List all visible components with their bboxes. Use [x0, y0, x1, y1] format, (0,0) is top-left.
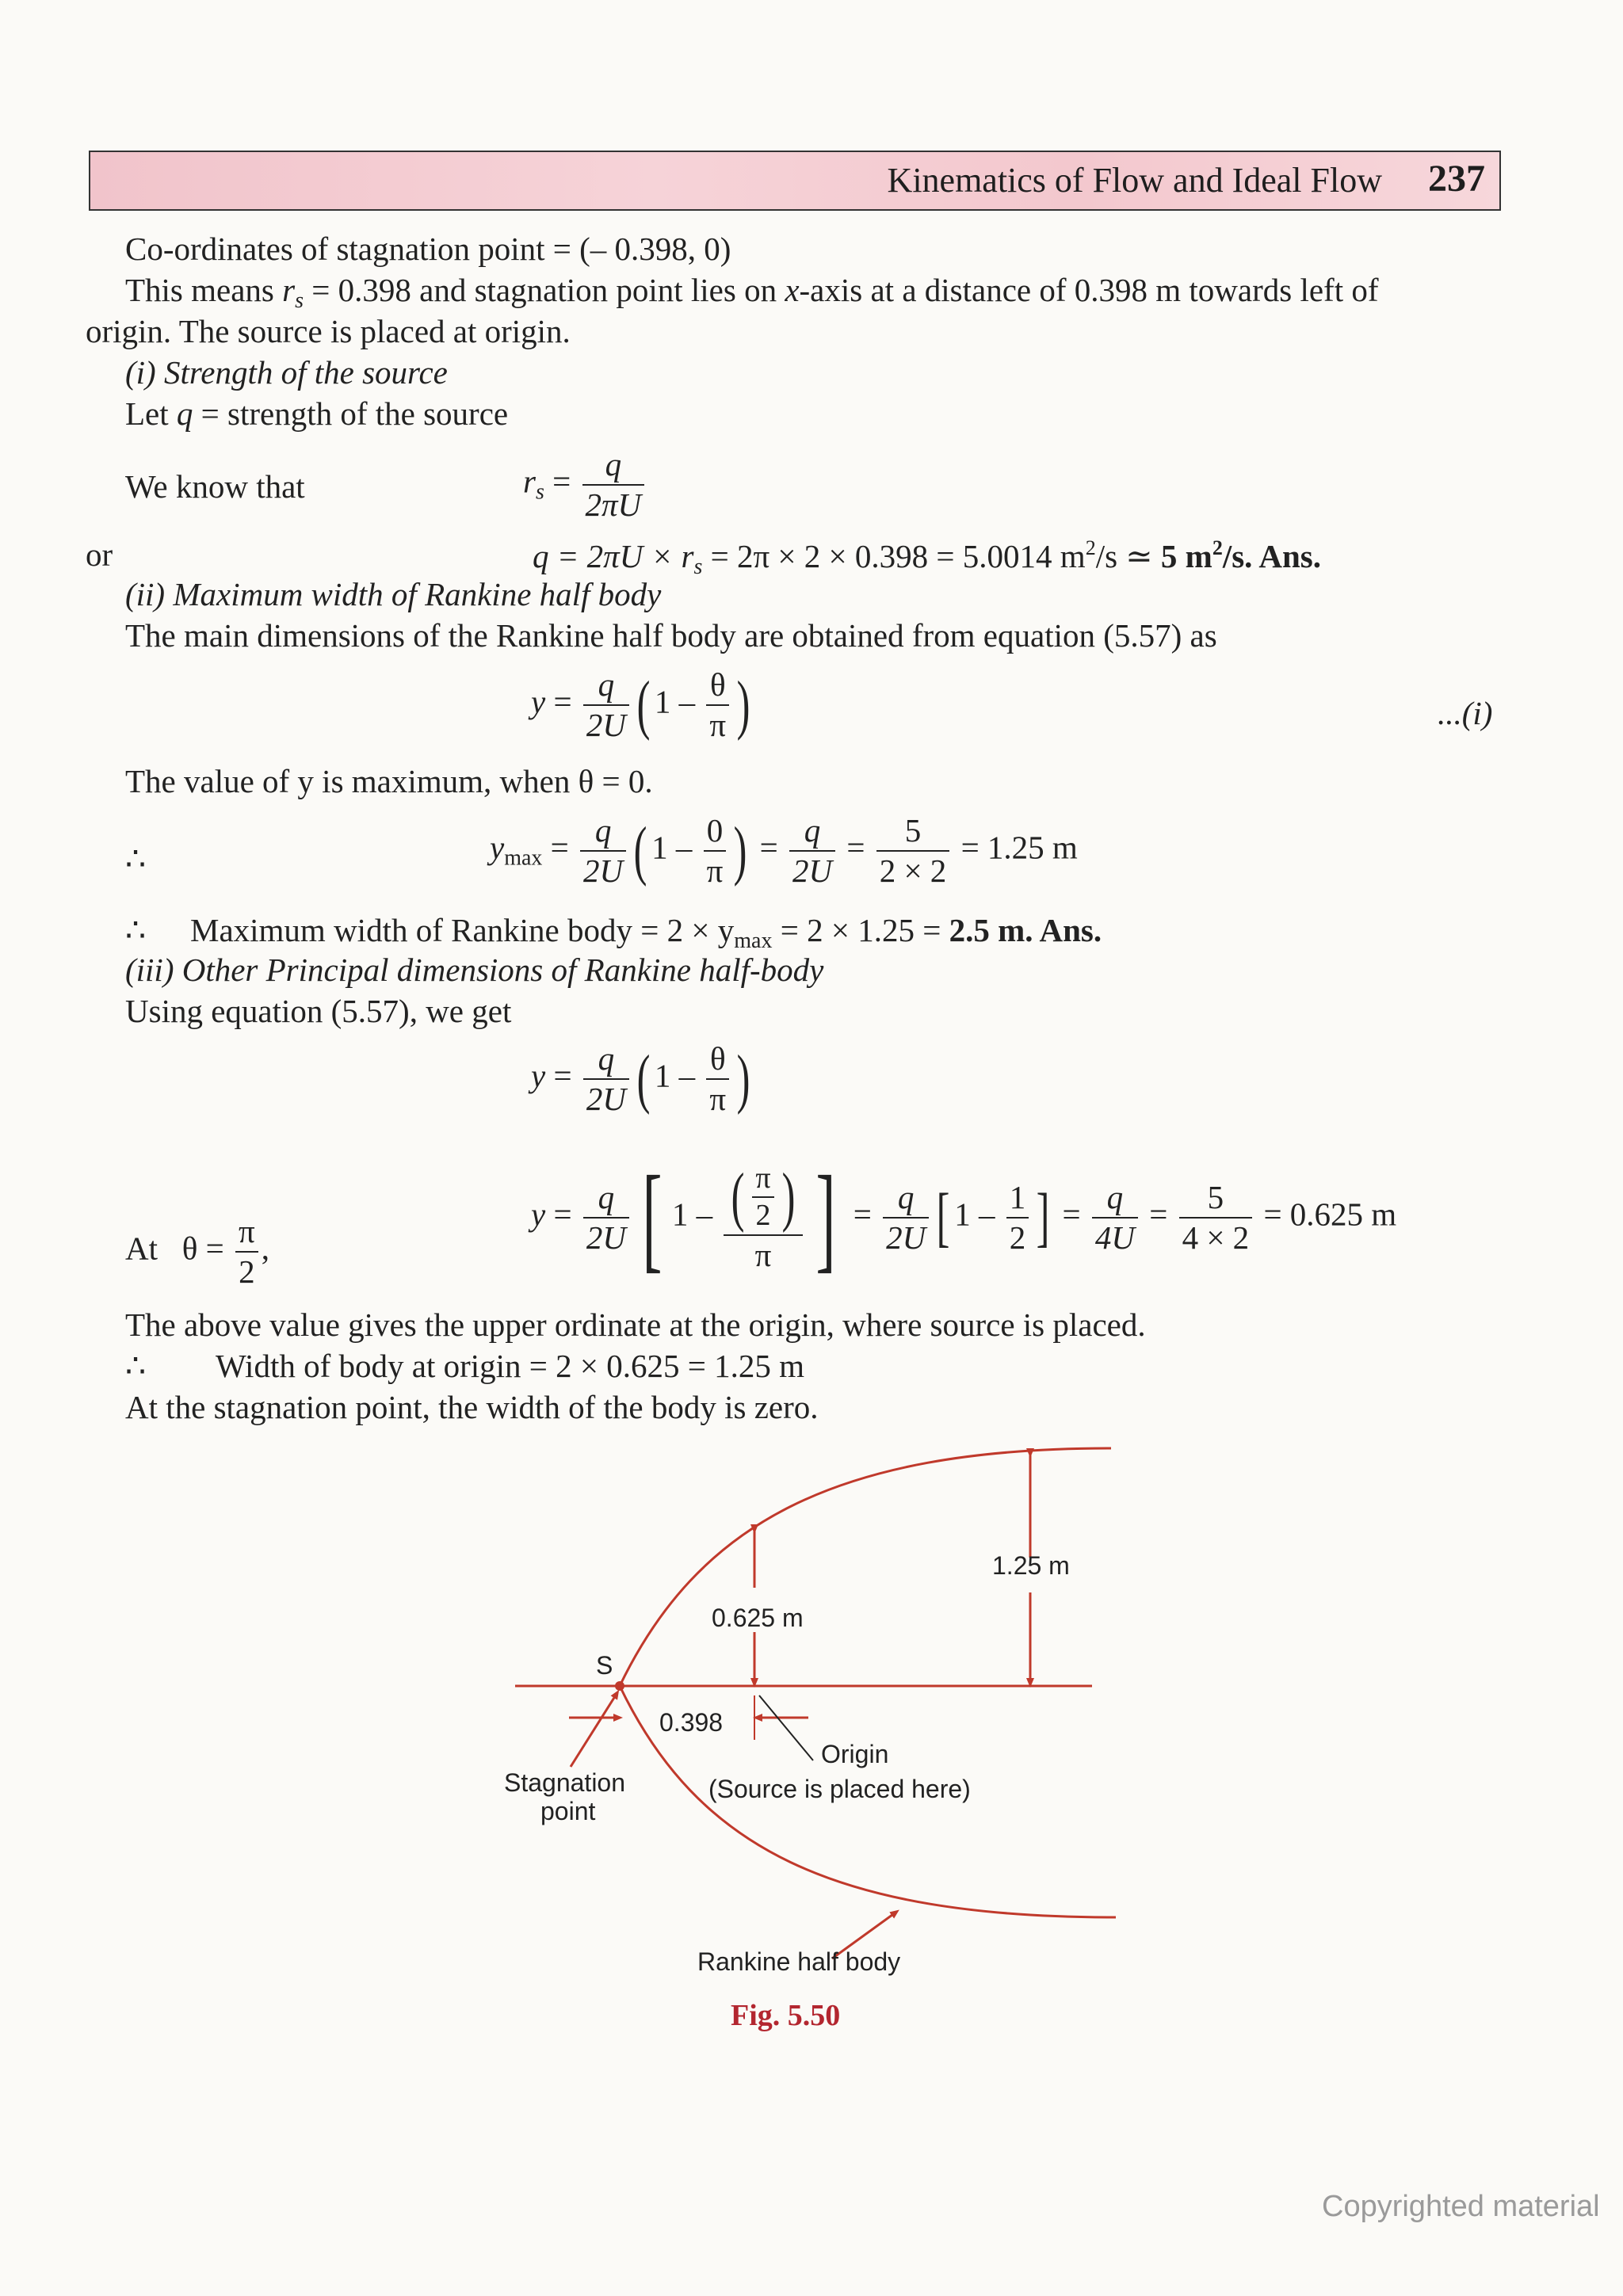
paragraph-line-2: This means $r_s = 0.398$ and stagnation point lies on x-axis at a distance of 0.398 m towards left of	[125, 272, 1379, 313]
width-at-origin-line: Width of body at origin = 2 × 0.625 = 1.25 m	[216, 1348, 805, 1384]
page-number: 237	[1428, 158, 1485, 200]
label-125m: 1.25 m	[992, 1551, 1070, 1580]
or-label: or	[86, 536, 113, 573]
let-q-line: Let q = strength of the source	[125, 395, 509, 432]
stagnation-width-line: At the stagnation point, the width of the body is zero.	[125, 1389, 819, 1425]
max-width-answer: Maximum width of Rankine body = $2 \times y_{max} = 2 \times 1.25 = 2.5$ m. Ans.	[190, 912, 1102, 953]
we-know-that: We know that	[125, 468, 305, 505]
section-heading-other: (iii) Other Principal dimensions of Rankine half-body	[125, 952, 824, 988]
therefore-symbol-2: ∴	[125, 912, 147, 948]
label-origin: Origin	[821, 1740, 889, 1768]
equation-q: $q = 2\pi U \times r_s = 2\pi \times 2 \times 0.398 = 5.0014$ $m^2/s$ ≃ 5 $m^2/s$. Ans.	[533, 536, 1322, 579]
label-stagnation: Stagnation	[504, 1768, 626, 1797]
fraction: $\frac{q}{2\pi U}$	[582, 445, 645, 524]
stagnation-pointer	[571, 1694, 617, 1767]
origin-pointer	[759, 1695, 813, 1760]
label-source-placed: (Source is placed here)	[708, 1775, 971, 1803]
therefore-symbol: ∴	[125, 841, 147, 877]
equation-y-at-pi-half: y = $\frac{q}{2U}$ [ 1 – ( $\frac{\pi}{2}$ ) π ] = $\frac{q}{2U}$ [ 1 – $\frac{1}{2}$ ] = $\frac{q}{4U}$ = $\frac{5}{4 \times 2}$ = 0.625 m	[531, 1152, 1397, 1283]
therefore-symbol-3: ∴	[125, 1348, 147, 1384]
copyright-notice: Copyrighted material	[1322, 2190, 1600, 2223]
equation-y-1: y = $\frac{q}{2U}$ ( 1 – $\frac{\theta}{\pi}$ )	[531, 666, 754, 745]
label-rankine-half-body: Rankine half body	[697, 1947, 901, 1976]
label-0398: 0.398	[659, 1708, 724, 1737]
label-point: point	[540, 1797, 596, 1825]
equation-y-2: y = $\frac{q}{2U}$ ( 1 – $\frac{\theta}{\pi}$ )	[531, 1039, 754, 1119]
stagnation-point-marker	[615, 1681, 624, 1691]
rankine-body-curve	[620, 1448, 1116, 1917]
equation-rs: $r_s$ = $\frac{q}{2\pi U}$	[523, 445, 647, 524]
at-theta: At θ = $\frac{\pi}{2}$ ,	[125, 1212, 269, 1291]
stagnation-coordinates-line: Co-ordinates of stagnation point = (– 0.398, 0)	[125, 231, 731, 267]
paragraph-line-3: origin. The source is placed at origin.	[86, 313, 571, 349]
upper-ordinate-line: The above value gives the upper ordinate at the origin, where source is placed.	[125, 1306, 1146, 1343]
figure-caption: Fig. 5.50	[731, 1999, 841, 2032]
max-when-line: The value of y is maximum, when θ = 0.	[125, 763, 653, 799]
section-heading-strength: (i) Strength of the source	[125, 354, 448, 391]
label-S: S	[596, 1651, 613, 1680]
equation-ref-i: ...(i)	[1438, 695, 1493, 731]
using-equation-line: Using equation (5.57), we get	[125, 993, 512, 1029]
main-dimensions-line: The main dimensions of the Rankine half body are obtained from equation (5.57) as	[125, 617, 1217, 654]
section-heading-max-width: (ii) Maximum width of Rankine half body	[125, 576, 662, 612]
chapter-title: Kinematics of Flow and Ideal Flow	[887, 161, 1382, 200]
label-0625m: 0.625 m	[712, 1604, 804, 1632]
equation-ymax: $y_{max}$ = $\frac{q}{2U}$ ( 1 – $\frac{0}{\pi}$ ) = $\frac{q}{2U}$ = $\frac{5}{2 \times 2}$ = 1.25 m	[490, 811, 1078, 891]
